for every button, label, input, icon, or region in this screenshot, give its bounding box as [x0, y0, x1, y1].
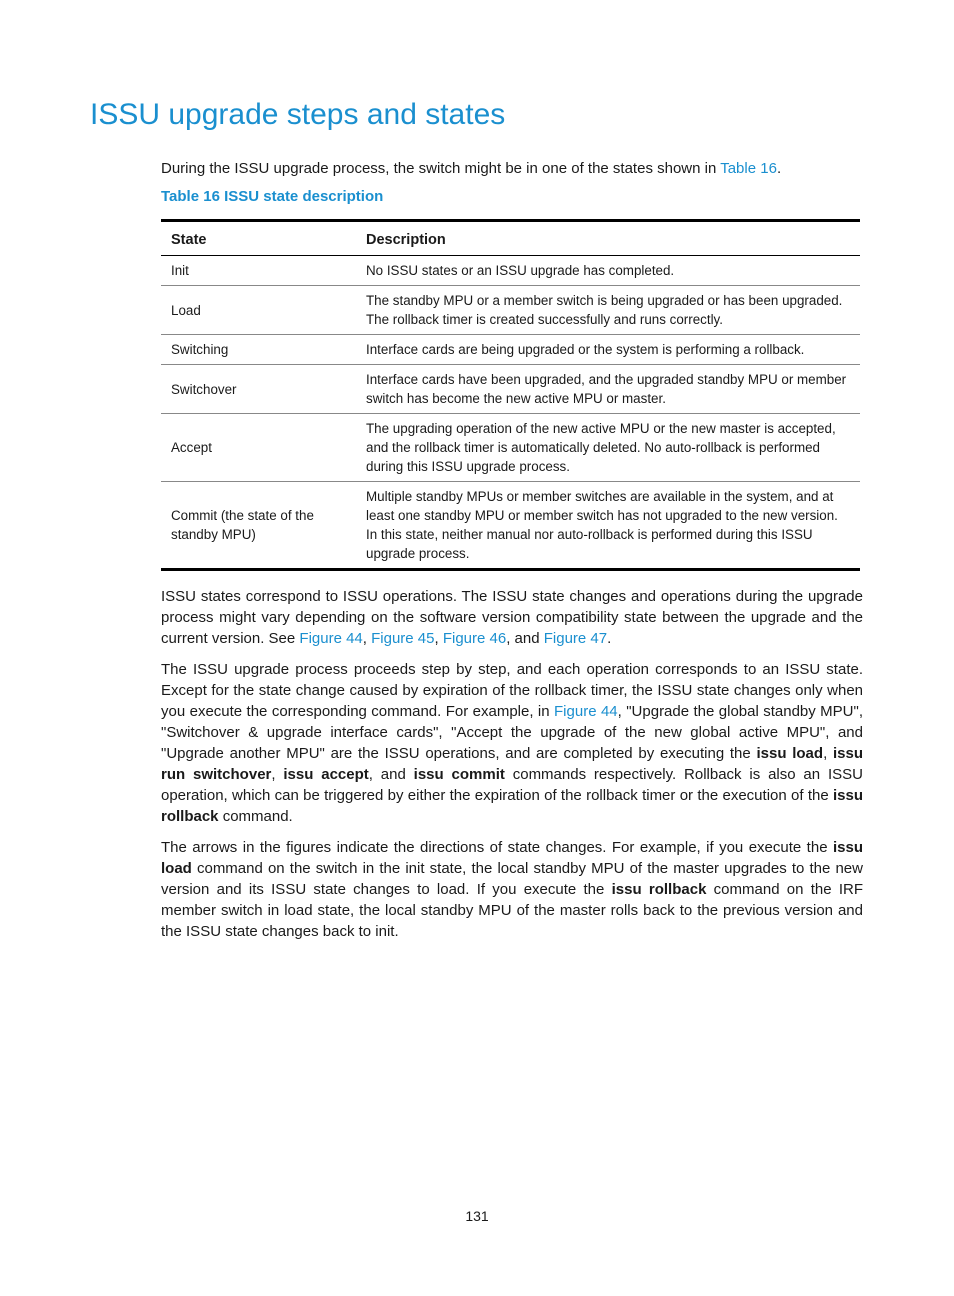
separator: , and	[368, 766, 414, 783]
state-cell: Load	[161, 286, 356, 335]
table-row	[161, 365, 860, 414]
paragraph-text: ISSU states correspond to ISSU operations. The ISSU state changes and operations during the upgrade process might vary depending on the software version compatibility state between the upgrade and the current version. See	[161, 588, 863, 647]
table-caption: Table 16 ISSU state description	[161, 188, 384, 205]
table-row	[161, 414, 860, 482]
description-cell: Interface cards have been upgraded, and the upgraded standby MPU or member switch has become the new active MPU or master.	[356, 365, 860, 414]
description-cell: The upgrading operation of the new active MPU or the new master is accepted, and the rollback timer is automatically deleted. No auto-rollback is performed during this ISSU upgrade process.	[356, 414, 860, 482]
paragraph-end: .	[607, 630, 612, 647]
upgrade-process-paragraph	[161, 659, 863, 827]
description-cell: The standby MPU or a member switch is being upgraded or has been upgraded. The rollback timer is created successfully and runs correctly.	[356, 286, 860, 335]
issu-state-table	[161, 219, 860, 571]
table-16-link[interactable]: Table 16	[720, 160, 777, 177]
separator: ,	[434, 630, 443, 647]
separator: ,	[271, 766, 284, 783]
paragraph-text: command.	[218, 808, 293, 825]
paragraph-text: The arrows in the figures indicate the directions of state changes. For example, if you execute the	[161, 839, 833, 856]
paragraph-text: , "Upgrade the global standby MPU", "Switchover & upgrade interface cards", "Accept the upgrade of the new global active MPU", and "Upgrade another MPU" are the ISSU operations, and are completed by executing the	[161, 703, 863, 762]
command-issu-run-switchover: issu run switchover	[161, 745, 863, 783]
page-number: 131	[465, 1208, 489, 1224]
paragraph-text: command on the switch in the init state, the local standby MPU of the master upgrades to the new version and its ISSU state changes to load. If you execute the	[161, 860, 863, 898]
table-header-row	[161, 221, 860, 256]
states-operations-paragraph	[161, 586, 863, 649]
command-issu-load: issu load	[756, 745, 824, 762]
separator: ,	[362, 630, 372, 647]
command-issu-rollback: issu rollback	[161, 787, 863, 825]
paragraph-text: command on the IRF member switch in load state, the local standby MPU of the master rolls back to the previous version and the ISSU state changes back to init.	[161, 881, 863, 940]
command-issu-commit: issu commit	[413, 766, 505, 783]
separator: ,	[823, 745, 833, 762]
paragraph-text: The ISSU upgrade process proceeds step by step, and each operation corresponds to an ISSU state. Except for the state change caused by expiration of the rollback timer, the ISSU state changes only when you execute the corresponding command. For example, in	[161, 661, 863, 720]
figure-47-link[interactable]: Figure 47	[543, 630, 608, 647]
table-row	[161, 286, 860, 335]
intro-text: During the ISSU upgrade process, the switch might be in one of the states shown in	[161, 160, 721, 177]
command-issu-rollback: issu rollback	[611, 881, 707, 898]
intro-paragraph	[161, 158, 863, 179]
figure-44-link[interactable]: Figure 44	[554, 703, 618, 720]
state-cell: Init	[161, 256, 356, 286]
description-cell: Multiple standby MPUs or member switches are available in the system, and at least one standby MPU or member switch has not upgraded to the new version. In this state, neither manual nor auto-rollback is performed during this ISSU upgrade process.	[356, 482, 860, 570]
page-heading: ISSU upgrade steps and states	[90, 98, 506, 131]
figure-46-link[interactable]: Figure 46	[442, 630, 507, 647]
description-cell: No ISSU states or an ISSU upgrade has completed.	[356, 256, 860, 286]
state-cell: Switching	[161, 335, 356, 365]
figure-44-link[interactable]: Figure 44	[299, 630, 363, 647]
figure-45-link[interactable]: Figure 45	[371, 630, 435, 647]
table-row	[161, 482, 860, 570]
state-cell: Commit (the state of the standby MPU)	[161, 482, 356, 570]
arrows-paragraph	[161, 837, 863, 942]
table-row	[161, 335, 860, 365]
description-cell: Interface cards are being upgraded or the system is performing a rollback.	[356, 335, 860, 365]
separator: , and	[506, 630, 544, 647]
state-cell: Accept	[161, 414, 356, 482]
paragraph-text: commands respectively. Rollback is also an ISSU operation, which can be triggered by either the expiration of the rollback timer or the execution of the	[161, 766, 863, 804]
intro-end: .	[776, 160, 782, 177]
command-issu-accept: issu accept	[283, 766, 369, 783]
header-description: Description	[356, 221, 860, 256]
header-state: State	[161, 221, 356, 256]
state-cell: Switchover	[161, 365, 356, 414]
command-issu-load: issu load	[161, 839, 863, 877]
table-row	[161, 256, 860, 286]
